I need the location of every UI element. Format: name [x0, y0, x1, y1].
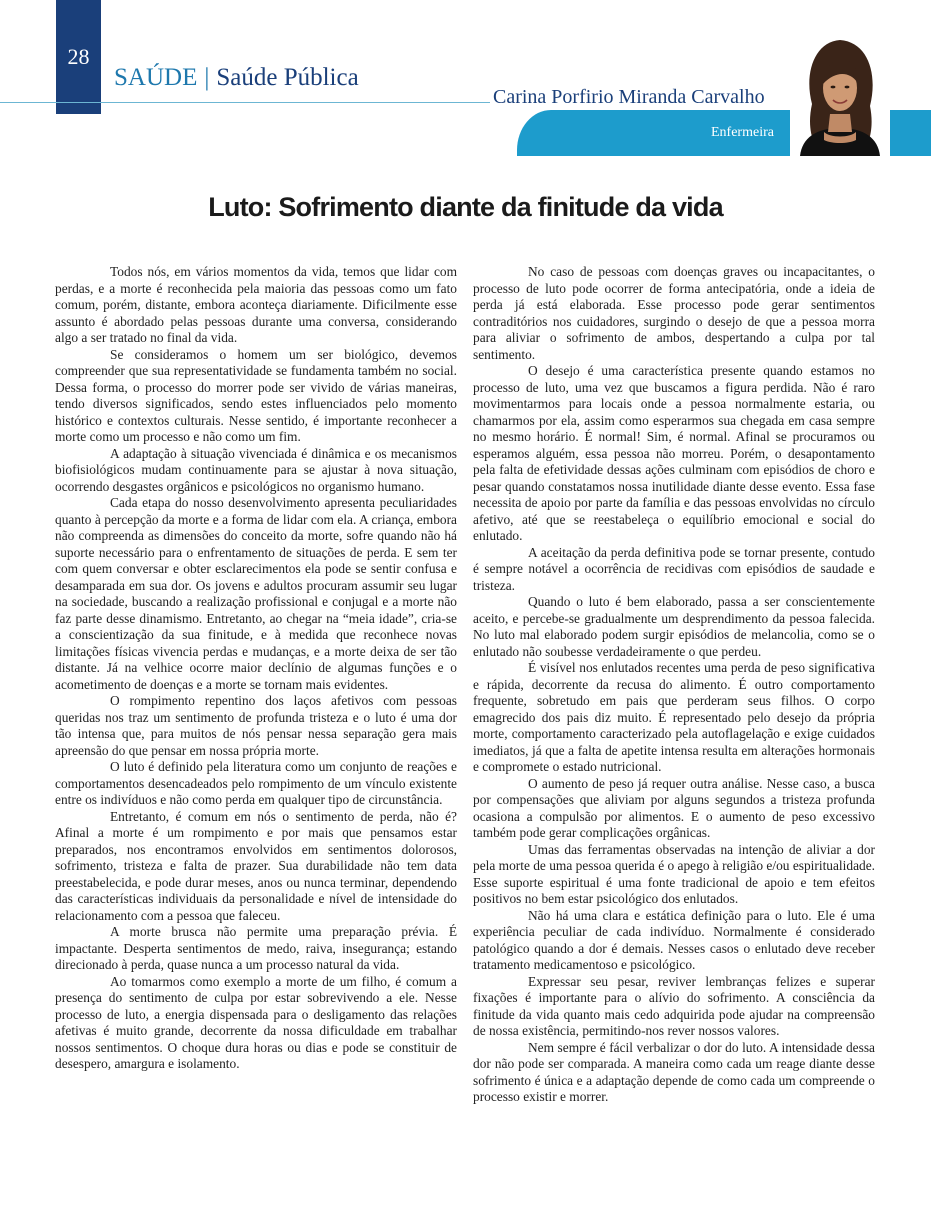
- paragraph: A morte brusca não permite uma preparação prévia. É impactante. Desperta sentimentos de medo, raiva, insegurança; estando direcionado à perda, quase nunca a um processo natural da vida.: [55, 924, 457, 972]
- paragraph: Nem sempre é fácil verbalizar o dor do luto. A intensidade dessa dor não pode ser comparada. A maneira como cada um reage diante desse sofrimento é única e a adaptação depende de como cada um compreende o processo existir e morrer.: [473, 1039, 875, 1104]
- paragraph: O luto é definido pela literatura como um conjunto de reações e comportamentos desencadeados pelo rompimento de um vínculo existente entre os indivíduos e não como perda em qualquer tipo de circunstância.: [55, 759, 457, 807]
- paragraph: Umas das ferramentas observadas na intenção de aliviar a dor pela morte de uma pessoa querida é o apego à religião e/ou espiritualidade. Esse suporte espiritual é uma fonte tradicional de apoio e tem efeitos positivos no bem estar psicológico dos enlutados.: [473, 841, 875, 906]
- paragraph: Ao tomarmos como exemplo a morte de um filho, é comum a presença do sentimento de culpa por estar sobrevivendo a ele. Nesse processo de luto, a energia dispensada para o desligamento das relações afetivas é muito grande, decorrente da nossa dificuldade em trabalhar nossos sentimentos. O choque dura horas ou dias e pode se constituir de desespero, amargura e isolamento.: [55, 973, 457, 1071]
- paragraph: Expressar seu pesar, reviver lembranças felizes e superar fixações é importante para o alívio do sofrimento. A consciência da finitude da vida quanto mais cedo adquirida pode ajudar na compreensão de nossa existência, permitindo-nos rever nossos valores.: [473, 973, 875, 1038]
- paragraph: A aceitação da perda definitiva pode se tornar presente, contudo é sempre notável a ocorrência de recidivas com episódios de saudade e tristeza.: [473, 544, 875, 593]
- paragraph: Todos nós, em vários momentos da vida, temos que lidar com perdas, e a morte é reconhecida pela maioria das pessoas como um fato comum, porém, distante, embora aconteça diariamente. Dificilmente esse assunto é abordado pelas pessoas durante uma conversa, considerando algo a ser tratado no final da vida.: [55, 264, 457, 345]
- left-column: [55, 264, 457, 1073]
- paragraph: É visível nos enlutados recentes uma perda de peso significativa e rápida, decorrente da recusa do alimento. É outro comportamento frequente, sobretudo em pais que perderam seus filhos. O corpo emagrecido dos pais diz muito. É representado pelo desejo da própria morte, comportamento caracterizado pela autoflagelação e exige cuidados imediatos, já que a falta de apetite intensa resulta em alterações hormonais e compromete o estado nutricional.: [473, 660, 875, 774]
- page-number: 28: [56, 0, 101, 114]
- section-name: SAÚDE: [114, 64, 198, 91]
- paragraph: O rompimento repentino dos laços afetivos com pessoas queridas nos traz um sentimento de profunda tristeza e o luto é uma dor tão intensa que, para muitos de nós pensar nessa separação gera mais apreensão do que pensar em nossa própria morte.: [55, 693, 457, 758]
- subsection-name: Saúde Pública: [216, 64, 359, 91]
- author-role: Enfermeira: [711, 125, 774, 140]
- author-photo: [790, 34, 890, 156]
- paragraph: No caso de pessoas com doenças graves ou incapacitantes, o processo de luto pode ocorrer de forma antecipatória, onde a ideia de perda já está elaborada. Esse processo pode gerar sentimentos contraditórios nos cuidadores, surgindo o desejo de que a pessoa morra para aliviar o sofrimento de ambos, despertando a culpa por tal sentimento.: [473, 264, 875, 362]
- author-name: Carina Porfirio Miranda Carvalho: [493, 86, 765, 108]
- paragraph: A adaptação à situação vivenciada é dinâmica e os mecanismos biofisiológicos mudam continuamente para se ajustar à nova situação, ocorrendo desgastes orgânicos e psicológicos no organismo humano.: [55, 445, 457, 494]
- right-column: [473, 264, 875, 1106]
- paragraph: O desejo é uma característica presente quando estamos no processo de luto, uma vez que buscamos a figura perdida. Não é raro movimentarmos para locais onde a pessoa normalmente estaria, ou chamarmos por ela, assim como esperarmos sua chegada em casa sempre no mesmo horário. É normal! Sim, é normal. Afinal se procuramos ou esperamos alguém, essa pessoa não morreu. Porém, o desapontamento pela falta de efetividade dessas ações culminam com episódios de choro e pesar quando constatamos nossa inutilidade diante desse evento. Essa fase necessita de apoio por parte da família e das pessoas envolvidas no círculo afetivo, até que se reestabeleça o equilíbrio emocional e social do enlutado.: [473, 363, 875, 543]
- article-title: Luto: Sofrimento diante da finitude da vida: [208, 192, 723, 222]
- paragraph: Quando o luto é bem elaborado, passa a ser conscientemente aceito, e percebe-se gradualmente um desprendimento da pessoa falecida. No luto mal elaborado podem surgir episódios de melancolia, como se o enlutado não soubesse verdadeiramente o que perdeu.: [473, 594, 875, 659]
- paragraph: Se consideramos o homem um ser biológico, devemos compreender que sua representatividade se fundamenta também no social. Dessa forma, o processo do morrer pode ser vivido de várias maneiras, tendo diversos significados, sendo estes influenciados pelo momento histórico e contextos culturais. Nesse sentido, é importante reconhecer a morte como um processo e não como um fim.: [55, 346, 457, 444]
- paragraph: Entretanto, é comum em nós o sentimento de perda, não é? Afinal a morte é um rompimento e por mais que pensamos estar preparados, nos encontramos envolvidos em sentimentos dolorosos, sofrimento, tristeza e falta de prazer. Sua durabilidade não tem data preestabelecida, e pode durar meses, anos ou nunca terminar, dependendo das características individuais da personalidade e nível de intensidade do relacionamento com a pessoa que faleceu.: [55, 808, 457, 923]
- header-rule: [0, 102, 490, 103]
- section-separator: |: [204, 64, 210, 91]
- paragraph: O aumento de peso já requer outra análise. Nesse caso, a busca por compensações que aliviam por alguns segundos a tristeza profunda ocasiona a compulsão por alimentos. E o aumento de peso excessivo também pode gerar complicações orgânicas.: [473, 775, 875, 840]
- paragraph: Cada etapa do nosso desenvolvimento apresenta peculiaridades quanto à percepção da morte e a forma de lidar com ela. A criança, embora não compreenda as dimensões do conceito da morte, sofre quando não há suporte necessário para o enfrentamento de situações de perda. E sem ter com quem conversar e obter esclarecimentos ela pode se sentir confusa e desamparada em sua dor. Os jovens e adultos procuram assumir seu lugar na sociedade, buscando a realização profissional e conjugal e a morte não faz parte desse dinamismo. Entretanto, ao chegar na “meia idade”, cria-se a conscientização da sua finitude, e à medida que reconhece novas limitações físicas vivencia perdas e mudanças, e a morte deixa de ser tão distante. Já na velhice ocorre maior declínio de algumas funções e o acometimento de doenças e a morte se tornam mais evidentes.: [55, 495, 457, 692]
- section-heading: [114, 64, 359, 92]
- paragraph: Não há uma clara e estática definição para o luto. Ele é uma experiência peculiar de cada indivíduo. Normalmente é considerado patológico quando a dor é demais. Nesses casos o enlutado deve receber tratamento medicamentoso e psicológico.: [473, 907, 875, 972]
